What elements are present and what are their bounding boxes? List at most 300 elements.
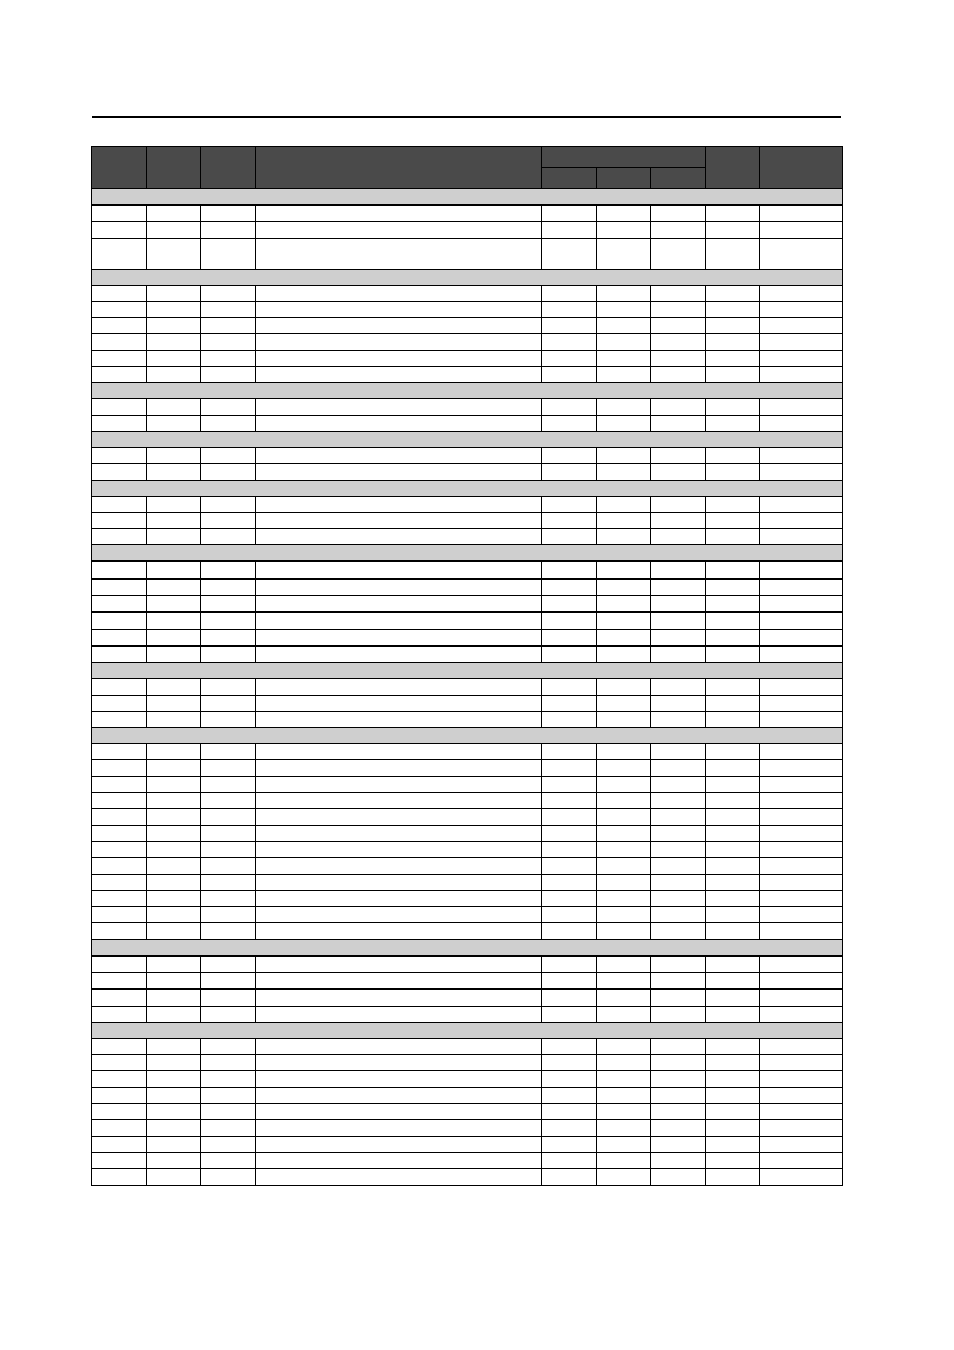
subheader-cell — [597, 168, 651, 189]
table-cell — [147, 285, 201, 301]
table-cell — [706, 1038, 760, 1054]
table-cell — [706, 646, 760, 663]
table-cell — [542, 923, 597, 939]
table-row — [92, 629, 843, 646]
table-cell — [651, 612, 706, 629]
table-cell — [597, 561, 651, 578]
section-row — [92, 383, 843, 399]
table-row — [92, 1104, 843, 1120]
table-cell — [597, 318, 651, 334]
table-cell — [542, 679, 597, 695]
table-cell — [201, 301, 256, 317]
table-row — [92, 222, 843, 238]
table-row — [92, 1120, 843, 1136]
section-row — [92, 545, 843, 562]
table-cell — [201, 415, 256, 431]
table-cell — [201, 646, 256, 663]
table-cell — [92, 464, 147, 480]
table-cell — [256, 496, 542, 512]
table-cell — [651, 529, 706, 545]
table-cell — [760, 989, 843, 1006]
table-cell — [597, 809, 651, 825]
table-cell — [201, 1104, 256, 1120]
table-cell — [542, 1055, 597, 1071]
table-cell — [760, 1120, 843, 1136]
table-cell — [256, 1152, 542, 1168]
table-row — [92, 399, 843, 415]
table-cell — [706, 760, 760, 776]
table-cell — [201, 561, 256, 578]
table-cell — [597, 972, 651, 989]
table-cell — [651, 350, 706, 366]
table-cell — [147, 399, 201, 415]
table-cell — [542, 561, 597, 578]
table-body — [92, 189, 843, 1186]
table-cell — [542, 1169, 597, 1185]
table-cell — [706, 496, 760, 512]
table-cell — [760, 890, 843, 906]
table-cell — [542, 285, 597, 301]
table-cell — [147, 890, 201, 906]
table-cell — [92, 1152, 147, 1168]
table-cell — [256, 1055, 542, 1071]
table-cell — [542, 222, 597, 238]
table-row — [92, 1169, 843, 1185]
table-cell — [651, 1055, 706, 1071]
section-row — [92, 189, 843, 206]
table-row — [92, 1071, 843, 1087]
table-cell — [597, 858, 651, 874]
table-cell — [597, 464, 651, 480]
table-cell — [201, 858, 256, 874]
table-row — [92, 561, 843, 578]
table-cell — [147, 646, 201, 663]
table-cell — [706, 350, 760, 366]
table-cell — [92, 1104, 147, 1120]
table-cell — [760, 744, 843, 760]
table-cell — [651, 989, 706, 1006]
table-cell — [706, 612, 760, 629]
table-cell — [92, 579, 147, 596]
table-cell — [256, 415, 542, 431]
table-cell — [147, 1104, 201, 1120]
table-cell — [651, 579, 706, 596]
table-cell — [542, 334, 597, 350]
table-row — [92, 334, 843, 350]
table-cell — [706, 561, 760, 578]
table-cell — [542, 529, 597, 545]
table-cell — [201, 793, 256, 809]
table-cell — [706, 1104, 760, 1120]
table-cell — [147, 238, 201, 269]
table-cell — [706, 874, 760, 890]
table-cell — [597, 1071, 651, 1087]
table-cell — [760, 529, 843, 545]
table-cell — [760, 464, 843, 480]
table-cell — [92, 318, 147, 334]
table-cell — [256, 956, 542, 973]
table-cell — [201, 1087, 256, 1103]
table-cell — [760, 679, 843, 695]
table-cell — [760, 447, 843, 463]
table-cell — [256, 1104, 542, 1120]
table-cell — [201, 629, 256, 646]
table-cell — [201, 579, 256, 596]
table-cell — [92, 679, 147, 695]
table-cell — [201, 890, 256, 906]
table-cell — [597, 695, 651, 711]
subheader-cell — [542, 168, 597, 189]
table-cell — [706, 1087, 760, 1103]
table-cell — [542, 1120, 597, 1136]
table-cell — [201, 972, 256, 989]
table-cell — [597, 399, 651, 415]
table-cell — [706, 222, 760, 238]
table-row — [92, 972, 843, 989]
table-cell — [201, 809, 256, 825]
table-cell — [760, 205, 843, 222]
table-cell — [147, 793, 201, 809]
table-cell — [147, 1152, 201, 1168]
section-title — [92, 939, 843, 956]
table-cell — [760, 367, 843, 383]
table-cell — [651, 972, 706, 989]
table-cell — [201, 711, 256, 727]
table-cell — [92, 923, 147, 939]
table-cell — [147, 579, 201, 596]
header-cell — [92, 147, 147, 189]
table-cell — [256, 1169, 542, 1185]
table-cell — [256, 760, 542, 776]
table-cell — [147, 711, 201, 727]
table-cell — [760, 711, 843, 727]
table-cell — [256, 907, 542, 923]
table-cell — [597, 793, 651, 809]
table-cell — [760, 695, 843, 711]
table-cell — [201, 447, 256, 463]
subheader-cell — [651, 168, 706, 189]
table-cell — [147, 1071, 201, 1087]
table-cell — [201, 744, 256, 760]
table-cell — [256, 776, 542, 792]
table-cell — [92, 301, 147, 317]
table-cell — [651, 301, 706, 317]
table-row — [92, 367, 843, 383]
section-title — [92, 269, 843, 285]
table-cell — [542, 318, 597, 334]
table-cell — [256, 711, 542, 727]
table-cell — [92, 1120, 147, 1136]
table-cell — [651, 874, 706, 890]
table-cell — [706, 841, 760, 857]
table-cell — [706, 1152, 760, 1168]
table-cell — [651, 890, 706, 906]
table-cell — [597, 496, 651, 512]
table-cell — [760, 579, 843, 596]
table-cell — [760, 825, 843, 841]
table-cell — [542, 415, 597, 431]
section-title — [92, 189, 843, 206]
table-row — [92, 512, 843, 528]
table-cell — [706, 793, 760, 809]
table-cell — [706, 579, 760, 596]
table-cell — [760, 561, 843, 578]
table-cell — [597, 1169, 651, 1185]
table-cell — [760, 793, 843, 809]
table-cell — [256, 989, 542, 1006]
table-cell — [256, 972, 542, 989]
table-cell — [760, 612, 843, 629]
table-cell — [147, 222, 201, 238]
table-cell — [760, 1087, 843, 1103]
table-cell — [201, 907, 256, 923]
table-row — [92, 923, 843, 939]
table-cell — [201, 399, 256, 415]
table-cell — [201, 1152, 256, 1168]
table-cell — [651, 1006, 706, 1022]
table-cell — [147, 907, 201, 923]
table-cell — [597, 629, 651, 646]
table-cell — [256, 301, 542, 317]
table-cell — [92, 350, 147, 366]
table-cell — [256, 841, 542, 857]
table-cell — [256, 1087, 542, 1103]
table-row — [92, 579, 843, 596]
table-cell — [256, 858, 542, 874]
table-cell — [760, 874, 843, 890]
table-cell — [256, 629, 542, 646]
table-cell — [597, 596, 651, 613]
table-row — [92, 760, 843, 776]
table-cell — [542, 989, 597, 1006]
table-cell — [92, 399, 147, 415]
section-title — [92, 728, 843, 744]
table-cell — [651, 496, 706, 512]
table-row — [92, 415, 843, 431]
table-cell — [201, 679, 256, 695]
table-cell — [706, 907, 760, 923]
section-row — [92, 1022, 843, 1038]
table-cell — [760, 907, 843, 923]
table-cell — [256, 596, 542, 613]
table-cell — [706, 956, 760, 973]
table-cell — [147, 1169, 201, 1185]
table-cell — [760, 923, 843, 939]
table-cell — [92, 744, 147, 760]
table-cell — [597, 1038, 651, 1054]
table-cell — [147, 1136, 201, 1152]
table-cell — [597, 841, 651, 857]
table-cell — [597, 1152, 651, 1168]
table-cell — [147, 972, 201, 989]
table-cell — [542, 1038, 597, 1054]
table-cell — [651, 1087, 706, 1103]
table-cell — [597, 447, 651, 463]
table-cell — [706, 285, 760, 301]
table-cell — [256, 646, 542, 663]
table-cell — [92, 447, 147, 463]
section-row — [92, 480, 843, 496]
table-cell — [597, 529, 651, 545]
table-cell — [542, 874, 597, 890]
table-row — [92, 318, 843, 334]
table-cell — [542, 1071, 597, 1087]
table-cell — [651, 679, 706, 695]
table-cell — [201, 529, 256, 545]
table-cell — [760, 1055, 843, 1071]
table-row — [92, 989, 843, 1006]
table-cell — [597, 301, 651, 317]
table-cell — [92, 596, 147, 613]
table-row — [92, 679, 843, 695]
table-cell — [706, 399, 760, 415]
table-cell — [542, 579, 597, 596]
table-cell — [760, 512, 843, 528]
table-cell — [147, 1006, 201, 1022]
table-cell — [760, 238, 843, 269]
table-cell — [92, 415, 147, 431]
table-cell — [597, 367, 651, 383]
table-row — [92, 285, 843, 301]
table-cell — [256, 205, 542, 222]
table-cell — [542, 744, 597, 760]
table-header-row — [92, 147, 843, 168]
table-cell — [542, 646, 597, 663]
table-cell — [542, 1104, 597, 1120]
table-cell — [256, 793, 542, 809]
table-row — [92, 858, 843, 874]
table-cell — [597, 744, 651, 760]
table-cell — [651, 956, 706, 973]
table-cell — [92, 825, 147, 841]
table-row — [92, 464, 843, 480]
table-cell — [706, 1006, 760, 1022]
table-cell — [92, 612, 147, 629]
table-cell — [256, 447, 542, 463]
table-cell — [597, 1136, 651, 1152]
table-cell — [147, 334, 201, 350]
table-cell — [597, 350, 651, 366]
table-cell — [706, 318, 760, 334]
table-cell — [542, 711, 597, 727]
table-cell — [147, 841, 201, 857]
table-cell — [201, 923, 256, 939]
table-row — [92, 1055, 843, 1071]
table-cell — [256, 512, 542, 528]
table-cell — [597, 711, 651, 727]
table-cell — [201, 841, 256, 857]
table-cell — [597, 1055, 651, 1071]
table-cell — [147, 1087, 201, 1103]
table-cell — [92, 334, 147, 350]
table-cell — [201, 222, 256, 238]
table-cell — [92, 285, 147, 301]
table-cell — [760, 972, 843, 989]
table-row — [92, 695, 843, 711]
table-cell — [706, 695, 760, 711]
table-cell — [706, 334, 760, 350]
table-cell — [147, 923, 201, 939]
table-row — [92, 825, 843, 841]
table-row — [92, 956, 843, 973]
table-cell — [651, 629, 706, 646]
table-cell — [651, 464, 706, 480]
table-row — [92, 1006, 843, 1022]
table-cell — [147, 367, 201, 383]
header-cell — [760, 147, 843, 189]
table-cell — [706, 972, 760, 989]
table-cell — [597, 989, 651, 1006]
table-cell — [256, 612, 542, 629]
table-cell — [651, 1038, 706, 1054]
table-cell — [147, 464, 201, 480]
table-cell — [201, 205, 256, 222]
table-cell — [256, 561, 542, 578]
table-cell — [147, 744, 201, 760]
table-row — [92, 529, 843, 545]
table-cell — [92, 907, 147, 923]
table-cell — [147, 956, 201, 973]
table-cell — [651, 1104, 706, 1120]
table-cell — [597, 1087, 651, 1103]
table-row — [92, 612, 843, 629]
table-cell — [147, 858, 201, 874]
table-cell — [201, 1071, 256, 1087]
table-cell — [542, 1136, 597, 1152]
table-cell — [706, 1136, 760, 1152]
table-cell — [651, 399, 706, 415]
table-cell — [597, 890, 651, 906]
table-cell — [651, 1120, 706, 1136]
table-cell — [651, 907, 706, 923]
table-cell — [542, 907, 597, 923]
table-cell — [760, 285, 843, 301]
table-cell — [651, 744, 706, 760]
table-cell — [256, 1120, 542, 1136]
table-cell — [706, 629, 760, 646]
table-cell — [256, 1038, 542, 1054]
table-cell — [92, 841, 147, 857]
table-cell — [706, 809, 760, 825]
table-row — [92, 874, 843, 890]
table-cell — [597, 334, 651, 350]
header-cell — [256, 147, 542, 189]
table-row — [92, 809, 843, 825]
table-cell — [651, 1169, 706, 1185]
table-cell — [256, 923, 542, 939]
table-cell — [597, 512, 651, 528]
table-cell — [201, 334, 256, 350]
table-cell — [706, 989, 760, 1006]
table-cell — [760, 399, 843, 415]
table-cell — [597, 238, 651, 269]
table-cell — [92, 1136, 147, 1152]
table-cell — [542, 858, 597, 874]
table-row — [92, 841, 843, 857]
table-cell — [542, 350, 597, 366]
table-cell — [92, 776, 147, 792]
table-cell — [256, 367, 542, 383]
data-table — [91, 146, 843, 1186]
table-cell — [706, 205, 760, 222]
section-row — [92, 663, 843, 679]
table-cell — [542, 1006, 597, 1022]
table-cell — [542, 890, 597, 906]
table-cell — [256, 695, 542, 711]
table-cell — [760, 646, 843, 663]
table-cell — [760, 776, 843, 792]
section-title — [92, 545, 843, 562]
